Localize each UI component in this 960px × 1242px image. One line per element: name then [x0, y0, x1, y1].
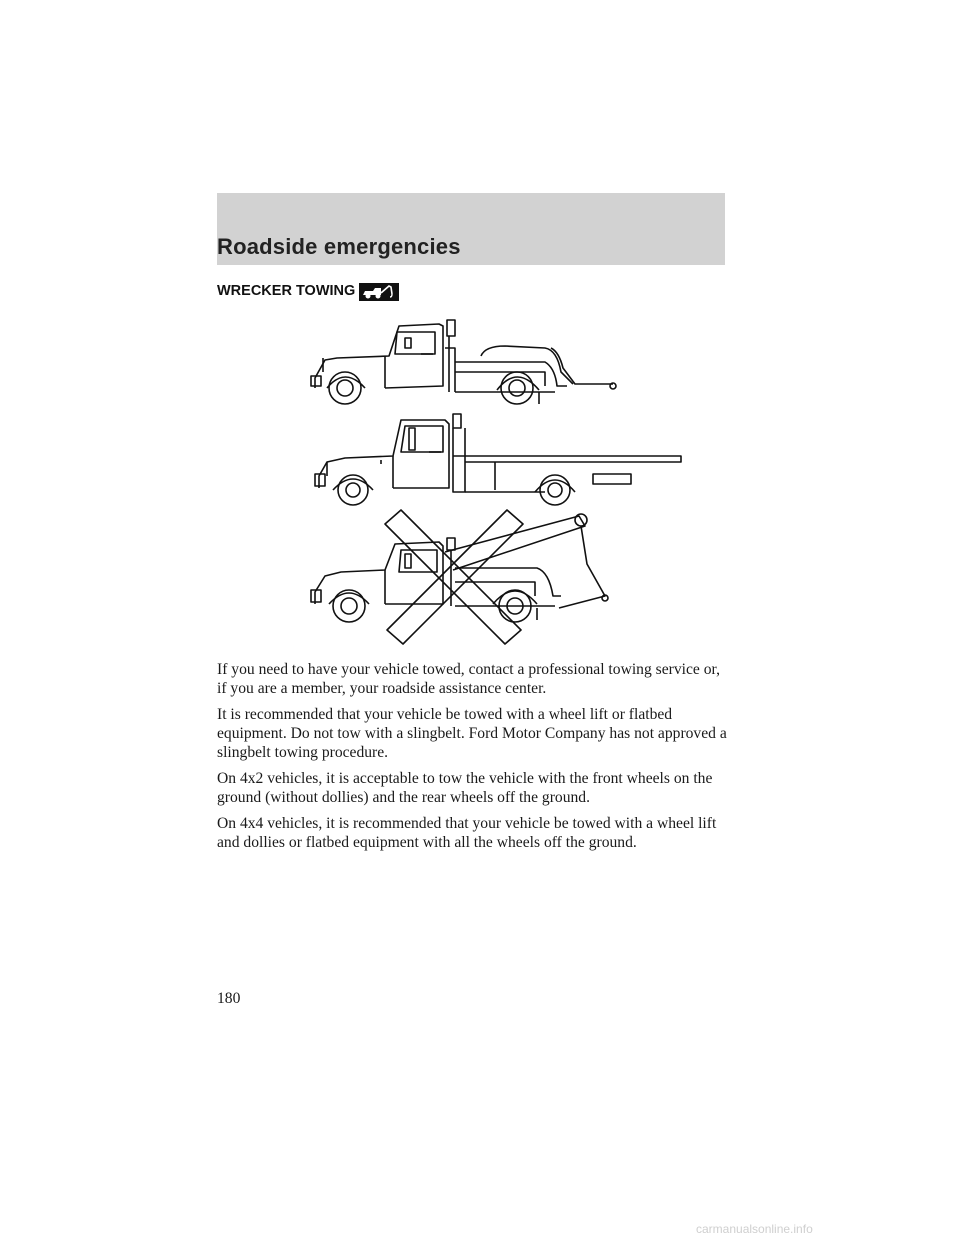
- paragraph: If you need to have your vehicle towed, contact a professional towing service or, if you are a member, your roadside assistance center.: [217, 661, 720, 697]
- body-text: [217, 660, 729, 859]
- tow-truck-icon: [359, 283, 399, 301]
- subheading-text: WRECKER TOWING: [217, 283, 356, 299]
- paragraph: It is recommended that your vehicle be towed with a wheel lift or flatbed equipment. Do not tow with a slingbelt. Ford Motor Company has not approved a slingbelt towing procedure.: [217, 706, 727, 761]
- section-title: Roadside emergencies: [217, 234, 461, 259]
- towing-illustrations: [305, 312, 685, 648]
- watermark: carmanualsonline.info: [696, 1222, 813, 1236]
- paragraph: On 4x2 vehicles, it is acceptable to tow the vehicle with the front wheels on the ground (without dollies) and the rear wheels off the ground.: [217, 770, 713, 806]
- paragraph: On 4x4 vehicles, it is recommended that your vehicle be towed with a wheel lift and dollies or flatbed equipment with all the wheels off the ground.: [217, 815, 717, 851]
- flatbed-tow-truck: [315, 414, 681, 505]
- subheading: [217, 282, 399, 300]
- page-number: 180: [217, 990, 241, 1007]
- prohibited-x-mark: [385, 510, 523, 644]
- wheel-lift-tow-truck: [311, 320, 616, 404]
